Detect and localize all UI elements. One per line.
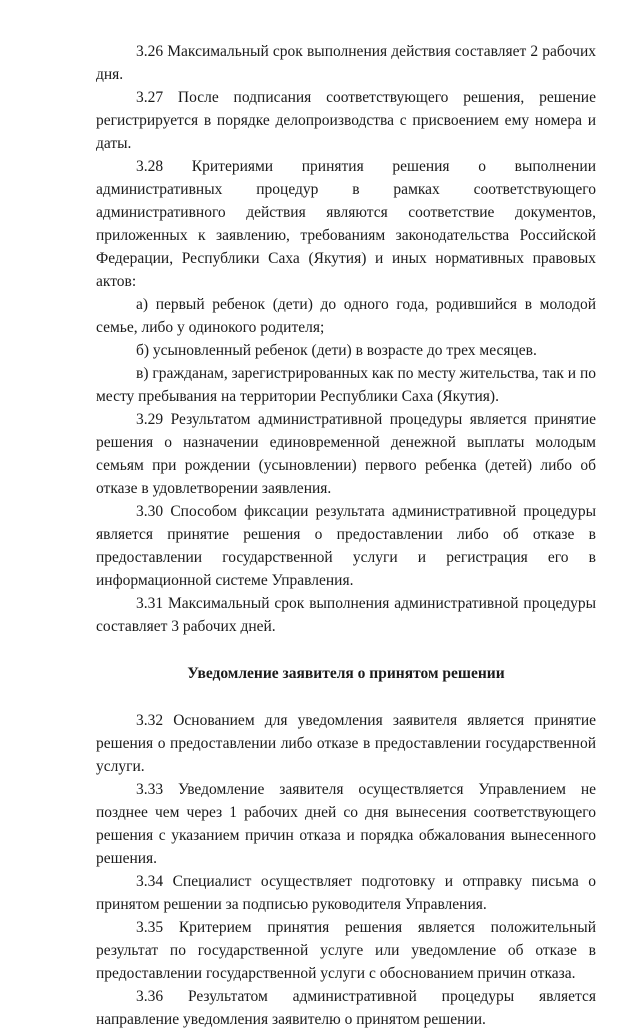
- list-item-v: в) гражданам, зарегистрированных как по месту жительства, так и по месту пребывания на территории Республики Саха (Якутия).: [96, 365, 596, 405]
- list-item-a: а) первый ребенок (дети) до одного года, родившийся в молодой семье, либо у одинокого родителя;: [96, 296, 596, 336]
- paragraph-3-32: 3.32 Основанием для уведомления заявителя является принятие решения о предоставлении либо отказе в предоставлении государственной услуги.: [96, 712, 596, 775]
- paragraph-3-31: 3.31 Максимальный срок выполнения административной процедуры составляет 3 рабочих дней.: [96, 595, 596, 635]
- paragraph-3-30: 3.30 Способом фиксации результата административной процедуры является принятие решения о предоставлении либо об отказе в предоставлении государственной услуги и регистрация его в информационной системе Управления.: [96, 503, 596, 589]
- paragraph-3-35: 3.35 Критерием принятия решения является положительный результат по государственной услуге или уведомление об отказе в предоставлении государственной услуги с обоснованием причин отказа.: [96, 919, 596, 982]
- document-body: [96, 40, 596, 1031]
- paragraph-3-33: 3.33 Уведомление заявителя осуществляется Управлением не позднее чем через 1 рабочих дней со дня вынесения соответствующего решения с указанием причин отказа и порядка обжалования вынесенного решения.: [96, 781, 596, 867]
- paragraph-3-36: 3.36 Результатом административной процедуры является направление уведомления заявителю о принятом решении.: [96, 988, 596, 1028]
- list-item-b: б) усыновленный ребенок (дети) в возрасте до трех месяцев.: [136, 342, 537, 359]
- paragraph-3-26: 3.26 Максимальный срок выполнения действия составляет 2 рабочих дня.: [96, 43, 596, 83]
- paragraph-3-27: 3.27 После подписания соответствующего решения, решение регистрируется в порядке делопроизводства с присвоением ему номера и даты.: [96, 89, 596, 152]
- paragraph-3-29: 3.29 Результатом административной процедуры является принятие решения о назначении единовременной денежной выплаты молодым семьям при рождении (усыновлении) первого ребенка (детей) либо об отказе в удовлетворении заявления.: [96, 411, 596, 497]
- paragraph-3-34: 3.34 Специалист осуществляет подготовку и отправку письма о принятом решении за подписью руководителя Управления.: [96, 873, 596, 913]
- paragraph-3-28: 3.28 Критериями принятия решения о выполнении административных процедур в рамках соответствующего административного действия являются соответствие документов, приложенных к заявлению, требованиям законодательства Российской Федерации, Республики Саха (Якутия) и иных нормативных правовых актов:: [96, 158, 596, 290]
- section-heading: Уведомление заявителя о принятом решении: [187, 665, 505, 682]
